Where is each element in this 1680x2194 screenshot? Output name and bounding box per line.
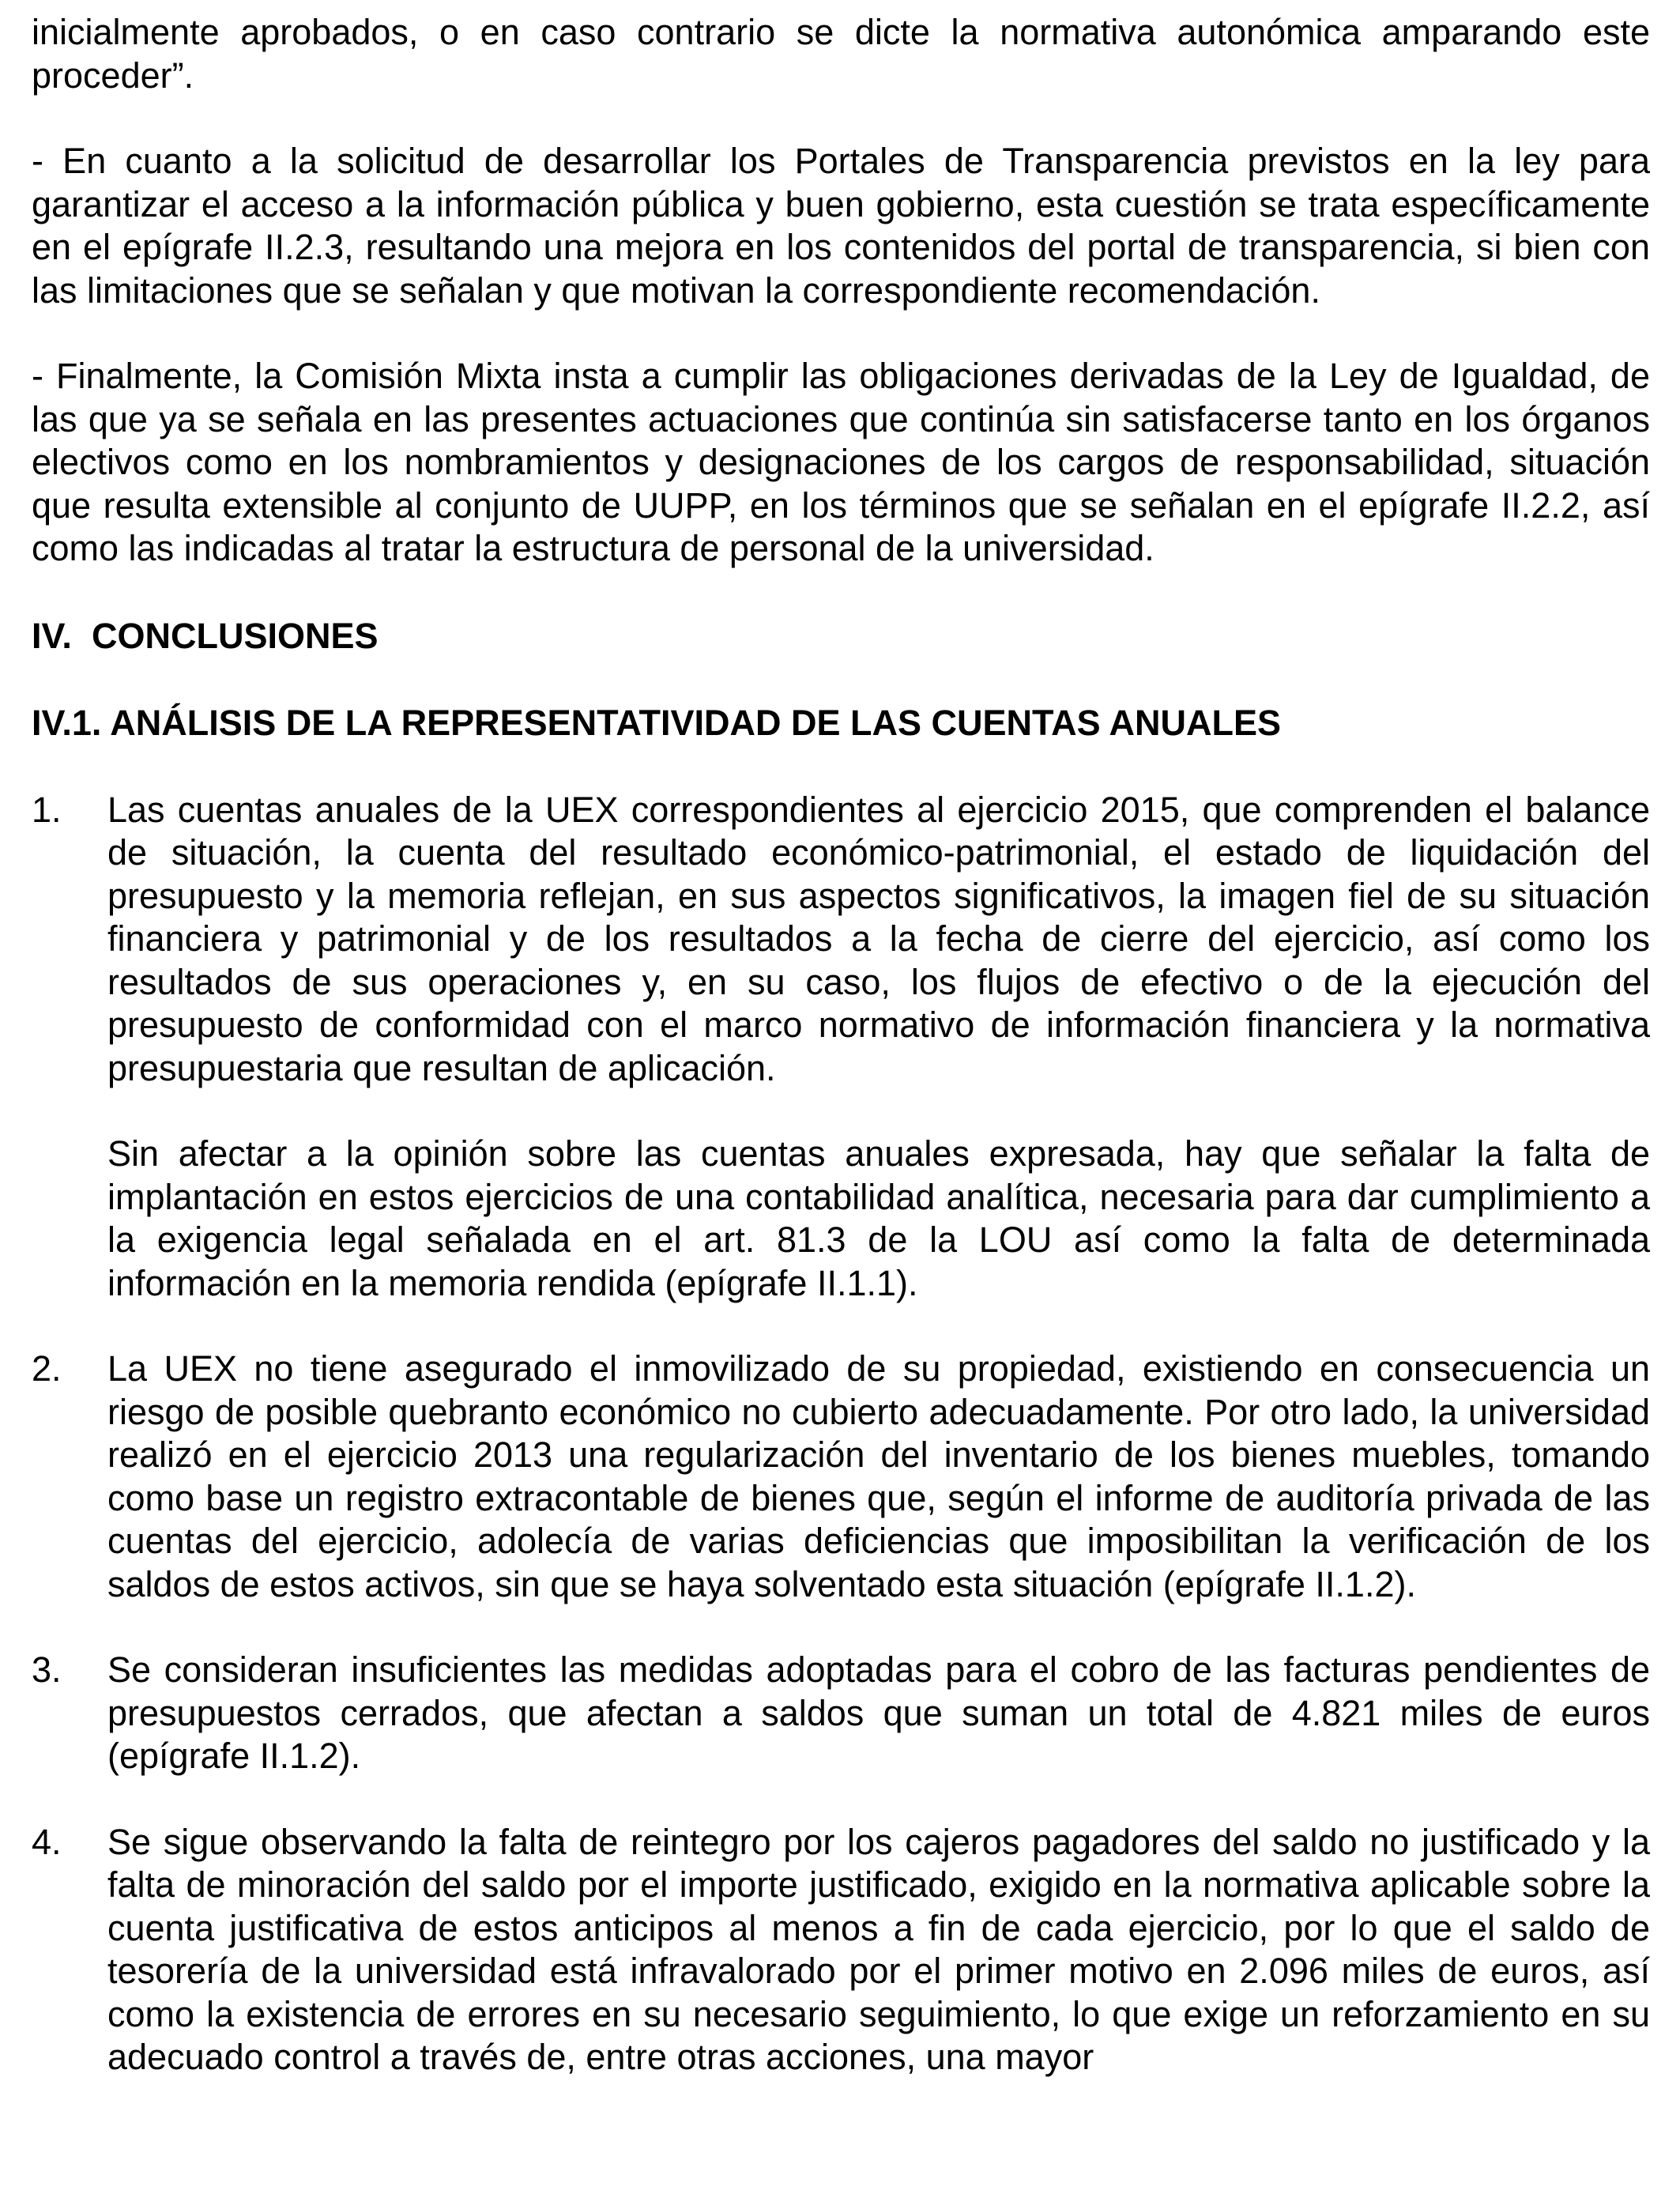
conclusion-item-3-text: Se consideran insuficientes las medidas adoptadas para el cobro de las facturas pendientes de presupuestos cerrados, que afectan a saldos que suman un total de 4.821 miles de euros (epígrafe II.1.2). xyxy=(107,1649,1650,1776)
conclusion-item-2-text: La UEX no tiene asegurado el inmovilizado de su propiedad, existiendo en consecuencia un riesgo de posible quebranto económico no cubierto adecuadamente. Por otro lado, la universidad realizó en el ejercicio 2013 una regularización del inventario de los bienes muebles, tomando como base un registro extracontable de bienes que, según el informe de auditoría privada de las cuentas del ejercicio, adolecía de varias deficiencias que imposibilitan la verificación de los saldos de estos activos, sin que se haya solventado esta situación (epígrafe II.1.2). xyxy=(107,1348,1650,1604)
conclusion-item-1 xyxy=(32,789,1650,1091)
conclusion-item-4-text: Se sigue observando la falta de reintegro por los cajeros pagadores del saldo no justificado y la falta de minoración del saldo por el importe justificado, exigido en la normativa aplicable sobre la cuenta justificativa de estos anticipos al menos a fin de cada ejercicio, por lo que el saldo de tesorería de la universidad está infravalorado por el primer motivo en 2.096 miles de euros, así como la existencia de errores en su necesario seguimiento, lo que exige un reforzamiento en su adecuado control a través de, entre otras acciones, una mayor xyxy=(107,1821,1650,2077)
document-page xyxy=(32,11,1650,2079)
conclusion-item-4 xyxy=(32,1821,1650,2079)
conclusion-item-2 xyxy=(32,1348,1650,1606)
conclusion-item-1-number: 1. xyxy=(32,789,62,830)
conclusion-item-4-number: 4. xyxy=(32,1821,62,1862)
conclusion-item-2-number: 2. xyxy=(32,1348,62,1389)
continuation-paragraph: inicialmente aprobados, o en caso contrario se dicte la normativa autonómica amparando este proceder”. xyxy=(32,12,1650,96)
section-heading xyxy=(32,615,1650,658)
conclusion-item-3-number: 3. xyxy=(32,1649,62,1690)
section-heading-number: IV. xyxy=(32,615,72,656)
bullet-equality: - Finalmente, la Comisión Mixta insta a cumplir las obligaciones derivadas de la Ley de Igualdad, de las que ya se señala en las presentes actuaciones que continúa sin satisfacerse tanto en los órganos electivos como en los nombramientos y designaciones de los cargos de responsabilidad, situación que resulta extensible al conjunto de UUPP, en los términos que se señalan en el epígrafe II.2.2, así como las indicadas al tratar la estructura de personal de la universidad. xyxy=(32,356,1650,568)
conclusion-item-1-followup: Sin afectar a la opinión sobre las cuentas anuales expresada, hay que señalar la falta de implantación en estos ejercicios de una contabilidad analítica, necesaria para dar cumplimiento a la exigencia legal señalada en el art. 81.3 de la LOU así como la falta de determinada información en la memoria rendida (epígrafe II.1.1). xyxy=(107,1133,1650,1303)
section-heading-title: CONCLUSIONES xyxy=(92,615,379,656)
bullet-transparency: - En cuanto a la solicitud de desarrollar los Portales de Transparencia previstos en la ley para garantizar el acceso a la información pública y buen gobierno, esta cuestión se trata específicamente en el epígrafe II.2.3, resultando una mejora en los contenidos del portal de transparencia, si bien con las limitaciones que se señalan y que motivan la correspondiente recomendación. xyxy=(32,141,1650,311)
conclusion-item-3 xyxy=(32,1649,1650,1778)
subsection-heading: IV.1. ANÁLISIS DE LA REPRESENTATIVIDAD DE LAS CUENTAS ANUALES xyxy=(32,702,1281,743)
conclusion-item-1-text: Las cuentas anuales de la UEX correspondientes al ejercicio 2015, que comprenden el balance de situación, la cuenta del resultado económico-patrimonial, el estado de liquidación del presupuesto y la memoria reflejan, en sus aspectos significativos, la imagen fiel de su situación financiera y patrimonial y de los resultados a la fecha de cierre del ejercicio, así como los resultados de sus operaciones y, en su caso, los flujos de efectivo o de la ejecución del presupuesto de conformidad con el marco normativo de información financiera y la normativa presupuestaria que resultan de aplicación. xyxy=(107,789,1650,1088)
